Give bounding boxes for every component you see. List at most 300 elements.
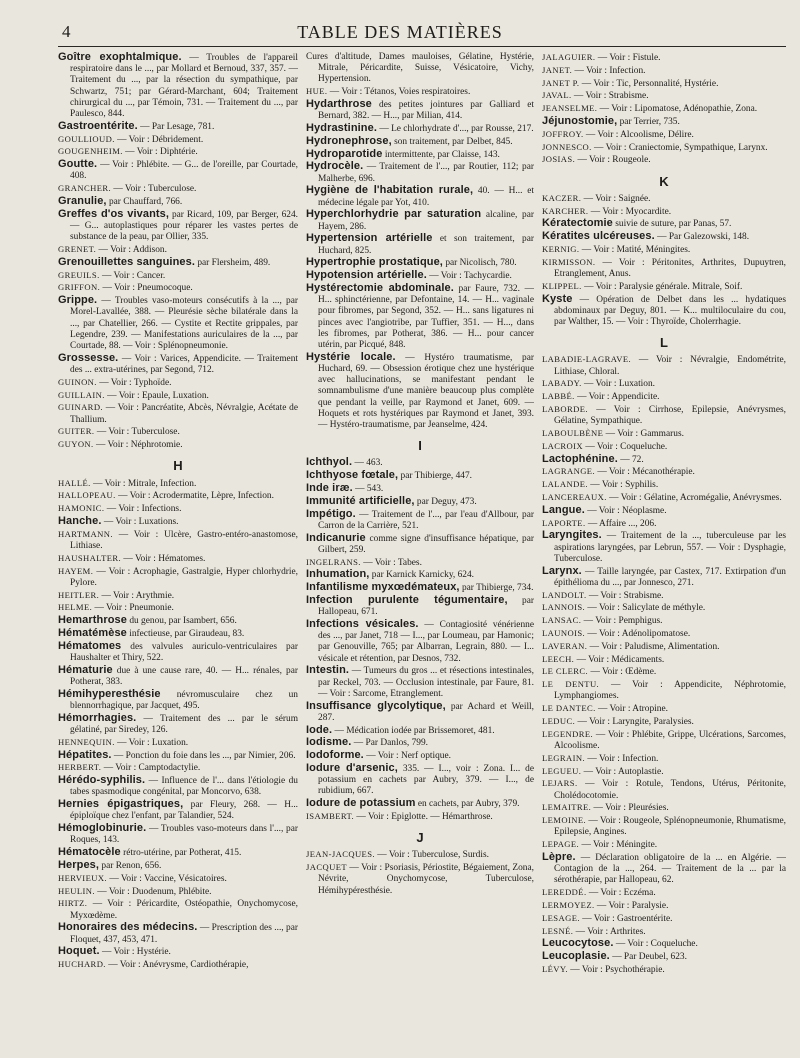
index-entry [306, 763, 534, 798]
entry-headword: Iodure d'arsenic, [306, 762, 398, 774]
entry-text: — Voir : Epiglotte. — Hémarthrose. [354, 812, 493, 822]
index-entry [58, 390, 298, 402]
entry-headword: HENNEQUIN. [58, 736, 115, 747]
entry-headword: LEECH. [542, 653, 575, 664]
entry-headword: GRENET. [58, 244, 97, 254]
entry-headword: Kératectomie [542, 217, 613, 230]
entry-text: — Voir : Tétanos, Voies respiratoires. [327, 87, 471, 98]
entry-text: — Voir : Strabisme. [571, 91, 649, 102]
index-entry [542, 404, 786, 427]
entry-headword: GRIFFON. [58, 282, 101, 293]
index-entry [58, 873, 298, 885]
entry-headword: Iode. [306, 723, 333, 736]
entry-headword: Herpes, [58, 858, 100, 871]
entry-headword: Hypotension artérielle. [306, 269, 427, 282]
entry-headword: HALLÉ. [58, 477, 91, 488]
section-letter: L [660, 335, 668, 351]
entry-text: son traitement, par Delbet, 845. [391, 136, 513, 147]
entry-text: — Traitement des ... par le sérum gélatiné, par Siredey, 126. [70, 713, 298, 735]
entry-headword: HAUSHALTER. [58, 552, 122, 563]
entry-text: par Fleury, 268. — H... épiploïque chez l'enfant, par Talandier, 524. [70, 800, 298, 822]
entry-headword: Hydrastinine. [306, 122, 377, 134]
entry-headword: HUE. [306, 86, 328, 97]
entry-headword: Grenouillettes sanguines. [58, 255, 195, 268]
entry-text: — Voir : Méningite. [579, 840, 658, 851]
entry-headword: Iodisme. [306, 736, 352, 749]
entry-headword: Impétigo. [306, 507, 356, 520]
entry-headword: Gastroentérite. [58, 119, 138, 132]
index-entry [542, 602, 786, 614]
entry-headword: HELME. [58, 602, 93, 613]
index-entry [58, 823, 298, 846]
entry-text: — Voir : Pneumonie. [92, 603, 174, 614]
index-entry [58, 439, 298, 451]
entry-headword: JEANSELME. [542, 103, 598, 114]
entry-text: 335. — I..., voir : Zona. I... de potassium en cachets par Aubry, 379. — I..., de rubidium, 667. [318, 764, 534, 797]
index-entry [542, 103, 786, 115]
entry-headword: HAYEM. [58, 565, 94, 576]
index-entry [542, 641, 786, 653]
entry-headword: Hématomes [58, 639, 122, 652]
entry-text: — Voir : Gastroentérite. [579, 913, 673, 924]
entry-headword: Kératites ulcéreuses. [542, 230, 655, 243]
index-entry [58, 946, 298, 958]
entry-headword: LEPAGE. [542, 839, 580, 850]
index-entry [306, 619, 534, 665]
entry-text: — Traitement de l'..., par l'eau d'Allbour, par Carron de la Carrière, 521. [318, 509, 534, 531]
entry-text: — Voir : Appendicite. [574, 392, 660, 403]
entry-headword: GREUILS. [58, 269, 100, 280]
index-entry [542, 354, 786, 377]
entry-text: — Voir : Tuberculose. [94, 427, 180, 438]
index-entry [542, 479, 786, 491]
entry-text: — Voir : Phlébite. — G... de l'oreille, par Courtade, 408. [70, 160, 298, 182]
entry-headword: GUILLAIN. [58, 389, 105, 400]
entry-text: — Voir : Tachycardie. [426, 271, 512, 282]
entry-headword: ISAMBERT. [306, 811, 355, 821]
entry-text: — Voir : Pemphigus. [581, 616, 663, 627]
entry-headword: LE DENTU. [542, 679, 600, 690]
index-entry [58, 270, 298, 282]
index-entry [58, 922, 298, 945]
index-entry [306, 701, 534, 724]
entry-headword: JOFFROY. [542, 128, 584, 139]
index-entry [542, 65, 786, 77]
index-entry [542, 900, 786, 912]
entry-text: — Voir : Coqueluche. [583, 441, 668, 452]
entry-headword: LEMOINE. [542, 815, 587, 826]
entry-headword: Grippe. [58, 294, 98, 307]
entry-text: — Voir : Néoplasme. [584, 505, 667, 516]
entry-headword: LANCEREAUX. [542, 491, 607, 502]
entry-text: — Voir : Phlébite, Grippe, Ulcérations, Sarcomes, Alcoolisme. [554, 729, 786, 751]
entry-headword: Hystérie locale. [306, 350, 396, 363]
entry-headword: Intestin. [306, 664, 350, 677]
entry-text: — Voir : Pneumocoque. [100, 283, 193, 294]
entry-text: par Chauffard, 766. [106, 197, 183, 207]
index-entry [542, 839, 786, 851]
entry-text: — Voir : Rotule, Tendons, Utérus, Péritonite, Cholédocotomie. [554, 779, 786, 801]
entry-text: — Tumeurs du gros ... et résections intestinales, par Reckel, 703. — Occlusion intestinale, par Faure, 81. — Voir : Sarcome, Etranglement. [318, 666, 534, 699]
entry-text: par Thibierge, 447. [398, 471, 473, 482]
entry-text: — Voir : Œdème. [588, 667, 657, 678]
entry-text: par Faure, 732. — H... sphinctérienne, par Defontaine, 14. — H... vaginale pour fibromes, par Segond, 352. — H... sans ligatures ni pinces avec l'angiotribe, par Tuffier, 351. — H..., dans les fibromes, par Potherat, 386. — H... pour cancer utérin, par Picqué, 848. [318, 283, 534, 350]
entry-headword: LEDUC. [542, 715, 576, 726]
index-entry [306, 496, 534, 508]
index-entry [306, 849, 534, 861]
index-entry [306, 457, 534, 469]
index-entry [306, 483, 534, 495]
index-entry [542, 52, 786, 64]
index-entry [58, 898, 298, 921]
entry-text: — Hystéro traumatisme, par Huchard, 69. — Obsession érotique chez une hystérique avec hallucinations, se manifestant pendant le somnambulisme d'une manière beaucoup plus complète que pendant la veille, par Raymond et Janet, 609. — Hoquets et rots hystériques par Raymond et Janet, 393. — Hystéro-traumatisme, par Jeanselme, 424. [318, 352, 534, 431]
entry-text: — Le chlorhydrate d'..., par Rousse, 217. [377, 124, 534, 134]
index-entry [306, 86, 534, 98]
entry-text: — Par Galezowski, 148. [654, 232, 750, 243]
entry-headword: Insuffisance glycolytique, [306, 699, 446, 712]
index-entry [542, 154, 786, 166]
index-entry [58, 959, 298, 971]
entry-text: 40. — H... et médecine légale par Yot, 410. [318, 186, 534, 208]
entry-headword: Langue. [542, 503, 585, 516]
entry-headword: LANNOIS. [542, 602, 586, 613]
entry-headword: Jéjunostomie, [542, 114, 618, 127]
entry-text: — Voir : Laryngite, Paralysies. [575, 716, 694, 727]
index-entry [58, 762, 298, 774]
index-entry [58, 209, 298, 244]
index-entry [542, 666, 786, 678]
index-entry [306, 270, 534, 282]
entry-headword: HUCHARD. [58, 959, 106, 970]
entry-text: des petites jointures par Galliard et Bernard, 382. — H..., par Milian, 414. [318, 100, 534, 122]
entry-headword: LABOULBÈNE [542, 427, 604, 438]
entry-headword: Inhumation, [306, 568, 370, 581]
index-entry [542, 466, 786, 478]
entry-text: — Voir : Psychothérapie. [567, 964, 665, 975]
entry-text: — Voir : Appendicite, Néphrotomie, Lymphangiomes. [554, 680, 786, 702]
entry-headword: Hygiène de l'habitation rurale, [306, 184, 474, 197]
entry-headword: LEGENDRE. [542, 728, 594, 739]
entry-text: des valvules auriculo-ventriculaires par Haushalter et Thiry, 522. [70, 641, 298, 663]
index-entry [306, 99, 534, 122]
entry-text: — Ponction du foie dans les ..., par Nimier, 206. [111, 750, 296, 761]
entry-text: — Voir : Addison. [96, 245, 167, 255]
entry-text: suivie de suture, par Panas, 57. [612, 219, 732, 230]
entry-headword: Hemarthrose [58, 614, 127, 627]
index-entry [58, 146, 298, 158]
entry-text: — Voir : Acrophagie, Gastralgie, Hyper chlorhydrie, Pylore. [70, 566, 298, 588]
entry-headword: GUINON. [58, 376, 97, 387]
entry-headword: Hémorrhagies. [58, 711, 137, 724]
entry-headword: Hématurie [58, 663, 113, 676]
index-entry [542, 142, 786, 154]
entry-headword: Leucocytose. [542, 937, 614, 950]
entry-text: — Voir : Pancréatite, Abcès, Névralgie, Acétate de Thallium. [70, 403, 298, 425]
entry-text: — Voir : Alcoolisme, Délire. [583, 129, 694, 140]
entry-text: — Voir : Coqueluche. [613, 939, 698, 950]
page-title: TABLE DES MATIÈRES [297, 22, 503, 42]
entry-text: — Troubles vaso-moteurs dans l'..., par Roques, 143. [70, 824, 298, 846]
header-rule [58, 46, 786, 47]
index-entry [58, 615, 298, 627]
entry-headword: HAMONIC. [58, 503, 105, 514]
index-entry [58, 52, 298, 120]
entry-text: — Voir : Arythmie. [99, 590, 175, 601]
entry-headword: Hypertension artérielle [306, 232, 433, 245]
index-entry [58, 847, 298, 859]
index-entry [306, 557, 534, 569]
entry-headword: LALANDE. [542, 479, 588, 490]
index-entry [542, 753, 786, 765]
entry-text: — Voir : Craniectomie, Sympathique, Larynx. [591, 142, 768, 153]
index-entry [58, 689, 298, 712]
entry-text: — Voir : Infection. [572, 65, 646, 76]
index-entry [306, 811, 534, 823]
index-entry [58, 713, 298, 736]
index-entry [58, 516, 298, 528]
entry-text: — Voir : Myocardite. [588, 206, 672, 217]
entry-headword: Hématémèse [58, 626, 127, 639]
entry-headword: Hernies épigastriques, [58, 798, 184, 811]
index-entry [58, 134, 298, 146]
index-entry [306, 798, 534, 810]
entry-headword: Hydronephrose, [306, 134, 392, 147]
entry-headword: JANET P. [542, 77, 580, 88]
index-entry [306, 233, 534, 256]
index-entry [542, 530, 786, 565]
entry-headword: LE CLERC. [542, 666, 589, 677]
entry-text: — Taille laryngée, par Castex, 717. Extirpation d'un épithélioma du ..., par Jonnesco, 271. [554, 566, 786, 588]
index-entry [58, 566, 298, 589]
entry-headword: LABBÉ. [542, 391, 575, 402]
index-entry [542, 378, 786, 390]
entry-headword: Hématocèle [58, 846, 121, 859]
entry-text: — Déclaration obligatoire de la ... en Algérie. — Contagion de la ..., 264. — Traitement de la ... par la sérothérapie, par Hallopeau, 62. [554, 852, 786, 886]
index-entry [542, 231, 786, 243]
entry-headword: Hydrocèle. [306, 160, 364, 173]
entry-text: — Influence de l'... dans l'étiologie du tabes spasmodique congénital, par Moncorvo, 638. [70, 776, 298, 798]
entry-headword: LEGUEU. [542, 765, 582, 776]
index-entry [58, 402, 298, 425]
index-entry [58, 282, 298, 294]
entry-text: — Voir : Infections. [104, 504, 182, 515]
entry-text: — Voir : Péricardite, Ostéopathie, Onychomycose, Myxœdème. [70, 899, 298, 921]
entry-text: du genou, par Isambert, 656. [126, 616, 237, 627]
entry-text: par Karnick Karnicky, 624. [369, 570, 474, 581]
index-entry [58, 775, 298, 798]
entry-text: par Thibierge, 734. [459, 583, 534, 594]
entry-text: — Voir : Cancer. [99, 270, 166, 281]
entry-headword: LABADY. [542, 378, 582, 389]
entry-text: — Voir : Diphtérie. [122, 147, 198, 158]
index-entry [58, 503, 298, 515]
section-letter: J [416, 830, 424, 846]
index-entry [58, 641, 298, 664]
entry-text: — Voir : Luxation. [114, 737, 189, 748]
index-entry [542, 492, 786, 504]
index-entry [58, 665, 298, 688]
entry-text: — Voir : Typhoïde. [96, 377, 172, 388]
entry-text: — Traitement de la ..., tuberculeuse par les aspirations laryngées, par Lebrun, 557. — Voir : Dysphagie, Tuberculose. [554, 531, 786, 564]
entry-headword: JOSIAS. [542, 154, 576, 165]
entry-text: — Voir : Infection. [585, 753, 659, 764]
entry-text: — Voir : Tic, Personnalité, Hystérie. [579, 78, 719, 89]
entry-headword: LEREDDÉ. [542, 887, 587, 898]
entry-headword: LÉVY. [542, 963, 568, 974]
entry-headword: Iodure de potassium [306, 797, 416, 810]
entry-text: par Nicolisch, 780. [442, 258, 517, 269]
entry-headword: Hystérectomie abdominale. [306, 281, 454, 294]
column-2 [306, 52, 534, 1052]
index-entry [542, 193, 786, 205]
index-entry [58, 602, 298, 614]
entry-text: par Ricard, 109, par Berger, 624. — G... autoplastiques pour réparer les vastes pertes de substance de la peau, par Ollier, 335. [70, 209, 298, 243]
entry-text: — Opération de Delbet dans les ... hydatiques abdominaux par Deguy, 801. — K... multiloculaire du cou, par Walther, 15. — Voir : Thyroïde, Cholerrhagie. [554, 294, 786, 327]
index-entry [58, 750, 298, 762]
entry-headword: HIRTZ. [58, 898, 88, 909]
entry-headword: Infection purulente tégumentaire, [306, 594, 508, 606]
entry-text: — Traitement de l'..., par Routier, 112; par Malherbe, 696. [318, 162, 534, 184]
entry-headword: LAGRANGE. [542, 466, 596, 477]
entry-text: — Voir : Gammarus. [603, 428, 684, 439]
entry-text: en cachets, par Aubry, 379. [415, 799, 520, 810]
entry-text: comme signe d'insuffisance hépatique, par Gilbert, 259. [318, 533, 534, 555]
entry-text: — Voir : Luxation. [581, 379, 656, 390]
entry-headword: Leucoplasie. [542, 950, 610, 963]
index-entry [58, 426, 298, 438]
entry-text: — Voir : Saignée. [581, 193, 651, 204]
entry-headword: GUYON. [58, 439, 94, 450]
entry-text: intermittente, par Claisse, 143. [382, 149, 500, 160]
entry-text: — Voir : Atropine. [595, 704, 668, 715]
entry-text: par Deguy, 473. [414, 496, 477, 507]
entry-text: — Voir : Péritonites, Arthrites, Dupuytren, Etranglement, Anus. [554, 257, 786, 279]
index-entry [542, 802, 786, 814]
entry-headword: KERNIG. [542, 243, 580, 254]
entry-text: — Par Lesage, 781. [137, 121, 215, 132]
entry-text: — Voir : Autoplastie. [581, 766, 664, 777]
index-entry [58, 244, 298, 256]
index-entry [542, 441, 786, 453]
entry-headword: Grossesse. [58, 351, 119, 364]
entry-headword: JALAGUIER. [542, 52, 596, 62]
entry-text: — Voir : Nerf optique. [363, 751, 451, 762]
index-entry [306, 209, 534, 232]
entry-headword: KLIPPEL. [542, 280, 582, 291]
entry-headword: GUITER. [58, 426, 95, 437]
entry-text: névromusculaire chez un blennorrhagique, par Jacquet, 495. [70, 689, 298, 711]
entry-headword: INGELRANS. [306, 556, 361, 567]
index-entry [306, 52, 534, 86]
index-entry [542, 729, 786, 752]
entry-text: — Voir : Vaccine, Vésicatoires. [106, 873, 227, 884]
entry-text: — Voir : Névralgie, Endométrite, Lithiase, Chloral. [554, 355, 786, 377]
entry-text: — Troubles vaso-moteurs consécutifs à la ..., par Morel-Lavallée, 388. — Pleurésie sèche bilatérale dans la ..., par Chatellier, 266. — Cystite et Rectite grippales, par Legendre, 239. — Manifestations auriculaires de la ..., par Courtade, 88. — Voir : Splénopneumonie. [70, 296, 298, 351]
index-entry [542, 766, 786, 778]
entry-headword: Hémoglobinurie. [58, 822, 147, 835]
entry-text: — Voir : Hématomes. [121, 553, 206, 564]
entry-text: — Voir : Mitrale, Infection. [90, 478, 197, 489]
entry-text: par Renon, 656. [99, 860, 162, 871]
index-entry [58, 257, 298, 269]
section-letter: I [418, 438, 422, 454]
entry-text: — Voir : Cirrhose, Epilepsie, Anévrysmes, Gélatine, Sympathique. [554, 404, 786, 427]
index-entry [542, 703, 786, 715]
index-entry [58, 590, 298, 602]
index-entry [58, 121, 298, 133]
index-entry [542, 590, 786, 602]
entry-headword: Iodoforme. [306, 749, 364, 762]
entry-text: — Par Deubel, 623. [609, 952, 687, 963]
entry-text: — Voir : Pleurésies. [591, 803, 669, 814]
index-columns [58, 52, 786, 1052]
index-entry [58, 159, 298, 182]
entry-headword: KIRMISSON. [542, 256, 596, 267]
index-entry [542, 257, 786, 280]
index-entry [306, 533, 534, 556]
index-entry [58, 490, 298, 502]
index-entry [542, 951, 786, 963]
entry-headword: LESNÉ. [542, 925, 574, 936]
index-entry [58, 196, 298, 208]
index-entry [542, 244, 786, 256]
entry-headword: Indicanurie [306, 531, 366, 544]
entry-headword: LANDOLT. [542, 589, 587, 600]
entry-headword: LERMOYEZ. [542, 899, 595, 910]
entry-headword: HALLOPEAU. [58, 490, 116, 501]
index-entry [542, 654, 786, 666]
entry-headword: Hydarthrose [306, 98, 372, 110]
entry-headword: LACROIX [542, 440, 583, 451]
entry-text: — Voir : Ulcère, Gastro-entéro-anastomose, Lithiase. [70, 529, 298, 551]
entry-headword: HEITLER. [58, 589, 100, 600]
entry-text: et son traitement, par Huchard, 825. [318, 234, 534, 256]
index-entry [542, 628, 786, 640]
index-entry [542, 206, 786, 218]
entry-text: Cures d'altitude, Dames mauloises, Gélatine, Hystérie, Mitrale, Péricardite, Suisse, Vésicatoire, Vichy, Hypertension. [306, 52, 534, 85]
entry-headword: Infections vésicales. [306, 618, 419, 630]
entry-headword: HERBERT. [58, 762, 102, 773]
entry-headword: Lactophénine. [542, 452, 618, 465]
index-entry [542, 887, 786, 899]
entry-headword: HERVIEUX. [58, 872, 107, 883]
entry-text: — Voir : Duodenum, Phlébite. [94, 886, 212, 897]
entry-headword: Ichthyose fœtale, [306, 469, 399, 482]
entry-text: — Voir : Tuberculose, Surdis. [374, 850, 489, 861]
entry-text: — Voir : Paralysie générale. Mitrale, Soif. [581, 281, 743, 292]
entry-text: — Troubles de l'appareil respiratoire dans le ..., par Mollard et Bernoud, 337, 357. — Traitement du ..., par la résection du sympathique, par Schwartz, 751; par Gérard-Marchant, 604; Traitement chirurgical du ..., par Témoin, 731. — Traitement du ..., par Paulesco, 844. [70, 53, 298, 120]
entry-text: — Voir : Epaule, Luxation. [104, 390, 209, 401]
entry-headword: LABADIE-LAGRAVE. [542, 354, 632, 365]
entry-text: rétro-utérine, par Potherat, 415. [120, 848, 242, 859]
index-entry [306, 123, 534, 135]
index-entry [542, 615, 786, 627]
index-entry [542, 391, 786, 403]
entry-text: — Contagiosité vénérienne des ..., par Janet, 718 — I..., par Loumeau, par Hamonic; par Genouville, 765; par Albarran, Legrain, 880. — I... vésicale et rétention, par Desnos, 732. [318, 620, 534, 664]
index-entry [58, 183, 298, 195]
index-entry [306, 737, 534, 749]
entry-text: — Voir : Mécanothérapie. [595, 467, 695, 478]
entry-headword: Inde iræ. [306, 482, 353, 495]
entry-headword: LAUNOIS. [542, 627, 586, 638]
entry-headword: Hoquet. [58, 945, 100, 958]
entry-headword: GRANCHER. [58, 183, 112, 194]
index-entry [306, 283, 534, 351]
entry-headword: LABORDE. [542, 403, 588, 414]
entry-text: — Voir : Hystérie. [99, 947, 171, 958]
index-entry [306, 725, 534, 737]
index-entry [306, 470, 534, 482]
